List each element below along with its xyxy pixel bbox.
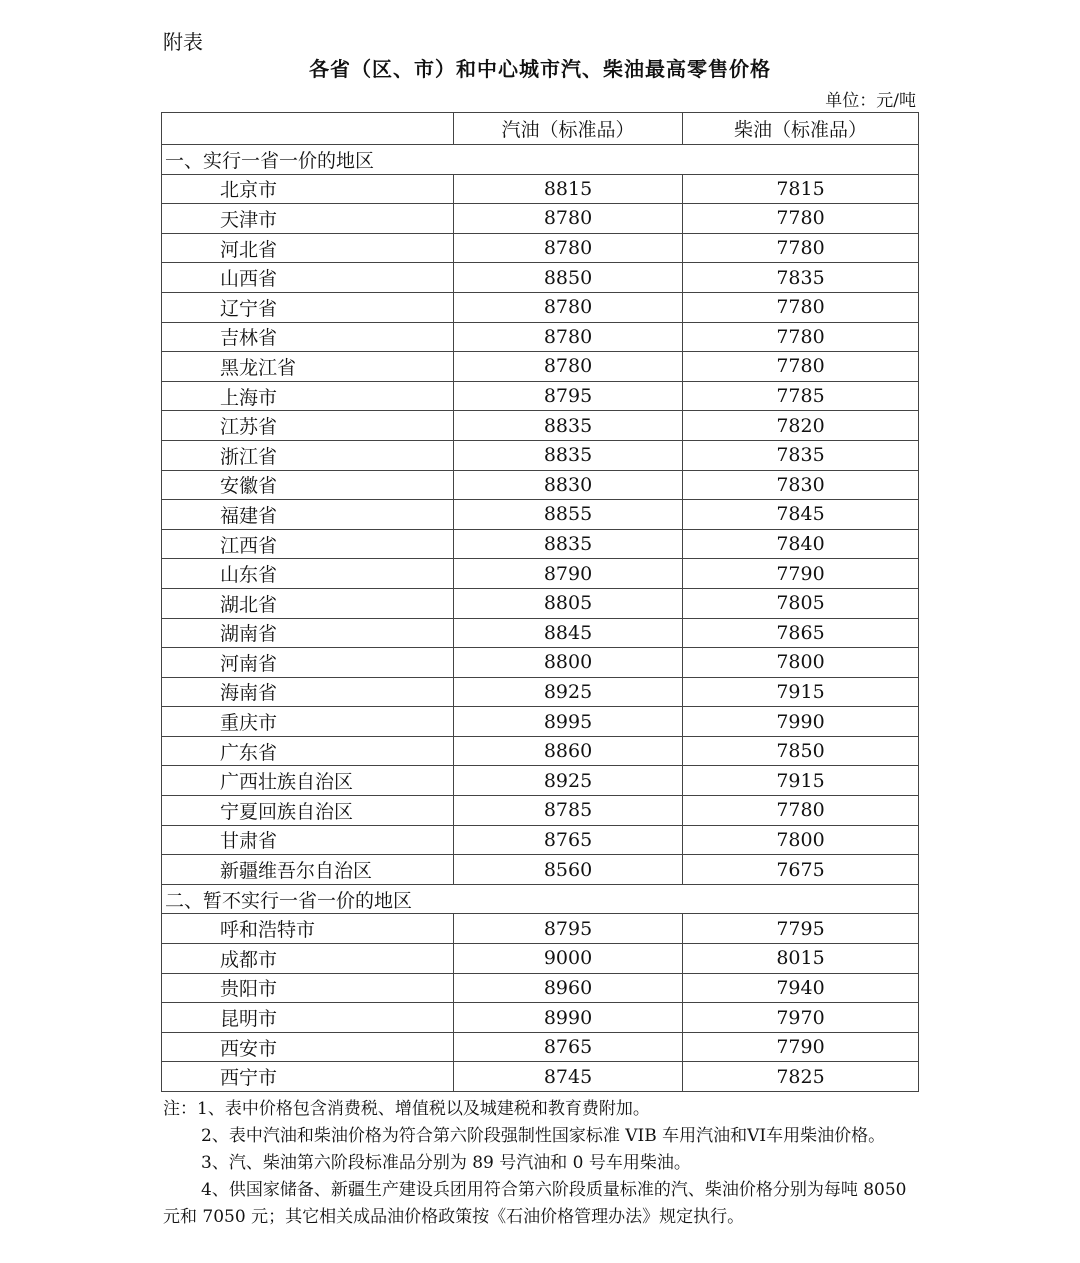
region-name-cell: 上海市 (162, 381, 454, 411)
table-row (162, 796, 919, 826)
region-name-cell: 北京市 (162, 174, 454, 204)
table-row (162, 233, 919, 263)
table-row (162, 292, 919, 322)
gasoline-price-cell: 8800 (454, 648, 683, 678)
gasoline-price-cell: 8790 (454, 559, 683, 589)
table-row (162, 411, 919, 441)
gasoline-price-cell: 8780 (454, 322, 683, 352)
region-name-cell: 呼和浩特市 (162, 914, 454, 944)
region-name-cell: 宁夏回族自治区 (162, 796, 454, 826)
gasoline-price-cell: 8855 (454, 500, 683, 530)
gasoline-price-cell: 8765 (454, 1032, 683, 1062)
table-row (162, 559, 919, 589)
region-name-cell: 吉林省 (162, 322, 454, 352)
region-name-cell: 河南省 (162, 648, 454, 678)
note-4: 4、供国家储备、新疆生产建设兵团用符合第六阶段质量标准的汽、柴油价格分别为每吨 8050 元和 7050 元；其它相关成品油价格政策按《石油价格管理办法》规定执行。 (163, 1180, 907, 1227)
diesel-price-cell: 7845 (683, 500, 919, 530)
notes (163, 1096, 917, 1231)
gasoline-price-cell: 8925 (454, 766, 683, 796)
table-row (162, 204, 919, 234)
diesel-price-cell: 7675 (683, 855, 919, 885)
gasoline-price-cell: 8795 (454, 914, 683, 944)
region-name-cell: 天津市 (162, 204, 454, 234)
region-name-cell: 重庆市 (162, 707, 454, 737)
region-name-cell: 江西省 (162, 529, 454, 559)
gasoline-price-cell: 8795 (454, 381, 683, 411)
table-row (162, 855, 919, 885)
table-row (162, 648, 919, 678)
region-name-cell: 湖南省 (162, 618, 454, 648)
region-name-cell: 河北省 (162, 233, 454, 263)
gasoline-price-cell: 8830 (454, 470, 683, 500)
header-gasoline: 汽油（标准品） (454, 113, 683, 145)
price-table (161, 112, 919, 1092)
diesel-price-cell: 7850 (683, 736, 919, 766)
diesel-price-cell: 7785 (683, 381, 919, 411)
table-body (162, 145, 919, 1092)
gasoline-price-cell: 8785 (454, 796, 683, 826)
gasoline-price-cell: 8850 (454, 263, 683, 293)
gasoline-price-cell: 8860 (454, 736, 683, 766)
diesel-price-cell: 7780 (683, 292, 919, 322)
note-2: 2、表中汽油和柴油价格为符合第六阶段强制性国家标准 VIB 车用汽油和VI车用柴油价格。 (201, 1126, 886, 1146)
section-row (162, 884, 919, 914)
table-row (162, 322, 919, 352)
diesel-price-cell: 7820 (683, 411, 919, 441)
region-name-cell: 新疆维吾尔自治区 (162, 855, 454, 885)
document-title: 各省（区、市）和中心城市汽、柴油最高零售价格 (309, 57, 771, 81)
gasoline-price-cell: 8995 (454, 707, 683, 737)
diesel-price-cell: 7795 (683, 914, 919, 944)
region-name-cell: 贵阳市 (162, 973, 454, 1003)
diesel-price-cell: 7780 (683, 233, 919, 263)
gasoline-price-cell: 8780 (454, 204, 683, 234)
gasoline-price-cell: 8815 (454, 174, 683, 204)
section-title: 一、实行一省一价的地区 (162, 145, 919, 175)
diesel-price-cell: 7780 (683, 322, 919, 352)
gasoline-price-cell: 8990 (454, 1003, 683, 1033)
diesel-price-cell: 7915 (683, 766, 919, 796)
table-row (162, 944, 919, 974)
table-row (162, 470, 919, 500)
diesel-price-cell: 7990 (683, 707, 919, 737)
region-name-cell: 浙江省 (162, 440, 454, 470)
diesel-price-cell: 7915 (683, 677, 919, 707)
section-row (162, 145, 919, 175)
table-row (162, 381, 919, 411)
note-3: 3、汽、柴油第六阶段标准品分别为 89 号汽油和 0 号车用柴油。 (201, 1153, 691, 1173)
table-row (162, 973, 919, 1003)
table-row (162, 500, 919, 530)
gasoline-price-cell: 8780 (454, 292, 683, 322)
table-row (162, 1003, 919, 1033)
region-name-cell: 西安市 (162, 1032, 454, 1062)
diesel-price-cell: 8015 (683, 944, 919, 974)
section-title: 二、暂不实行一省一价的地区 (162, 884, 919, 914)
region-name-cell: 安徽省 (162, 470, 454, 500)
table-row (162, 736, 919, 766)
diesel-price-cell: 7780 (683, 352, 919, 382)
region-name-cell: 成都市 (162, 944, 454, 974)
gasoline-price-cell: 8845 (454, 618, 683, 648)
diesel-price-cell: 7805 (683, 588, 919, 618)
gasoline-price-cell: 8835 (454, 440, 683, 470)
gasoline-price-cell: 8780 (454, 233, 683, 263)
table-row (162, 914, 919, 944)
table-row (162, 1062, 919, 1092)
gasoline-price-cell: 8925 (454, 677, 683, 707)
table-row (162, 766, 919, 796)
diesel-price-cell: 7835 (683, 440, 919, 470)
region-name-cell: 山西省 (162, 263, 454, 293)
region-name-cell: 湖北省 (162, 588, 454, 618)
gasoline-price-cell: 9000 (454, 944, 683, 974)
region-name-cell: 广东省 (162, 736, 454, 766)
gasoline-price-cell: 8745 (454, 1062, 683, 1092)
diesel-price-cell: 7780 (683, 796, 919, 826)
table-row (162, 263, 919, 293)
region-name-cell: 黑龙江省 (162, 352, 454, 382)
region-name-cell: 西宁市 (162, 1062, 454, 1092)
diesel-price-cell: 7815 (683, 174, 919, 204)
gasoline-price-cell: 8560 (454, 855, 683, 885)
diesel-price-cell: 7780 (683, 204, 919, 234)
gasoline-price-cell: 8780 (454, 352, 683, 382)
diesel-price-cell: 7940 (683, 973, 919, 1003)
gasoline-price-cell: 8805 (454, 588, 683, 618)
region-name-cell: 昆明市 (162, 1003, 454, 1033)
table-row (162, 588, 919, 618)
table-row (162, 352, 919, 382)
region-name-cell: 山东省 (162, 559, 454, 589)
table-row (162, 440, 919, 470)
gasoline-price-cell: 8835 (454, 411, 683, 441)
diesel-price-cell: 7830 (683, 470, 919, 500)
table-row (162, 1032, 919, 1062)
diesel-price-cell: 7840 (683, 529, 919, 559)
region-name-cell: 甘肃省 (162, 825, 454, 855)
header-diesel: 柴油（标准品） (683, 113, 919, 145)
diesel-price-cell: 7800 (683, 825, 919, 855)
unit-label: 单位：元/吨 (825, 91, 916, 111)
table-row (162, 529, 919, 559)
diesel-price-cell: 7865 (683, 618, 919, 648)
region-name-cell: 广西壮族自治区 (162, 766, 454, 796)
gasoline-price-cell: 8960 (454, 973, 683, 1003)
region-name-cell: 福建省 (162, 500, 454, 530)
gasoline-price-cell: 8835 (454, 529, 683, 559)
table-row (162, 677, 919, 707)
diesel-price-cell: 7835 (683, 263, 919, 293)
table-row (162, 618, 919, 648)
diesel-price-cell: 7970 (683, 1003, 919, 1033)
region-name-cell: 辽宁省 (162, 292, 454, 322)
diesel-price-cell: 7790 (683, 559, 919, 589)
diesel-price-cell: 7800 (683, 648, 919, 678)
region-name-cell: 海南省 (162, 677, 454, 707)
table-row (162, 825, 919, 855)
diesel-price-cell: 7825 (683, 1062, 919, 1092)
region-name-cell: 江苏省 (162, 411, 454, 441)
table-row (162, 707, 919, 737)
table-header-row (162, 113, 919, 145)
attachment-label: 附表 (163, 30, 203, 54)
table-row (162, 174, 919, 204)
gasoline-price-cell: 8765 (454, 825, 683, 855)
header-region (162, 113, 454, 145)
diesel-price-cell: 7790 (683, 1032, 919, 1062)
note-1: 注：1、表中价格包含消费税、增值税以及城建税和教育费附加。 (163, 1099, 650, 1119)
